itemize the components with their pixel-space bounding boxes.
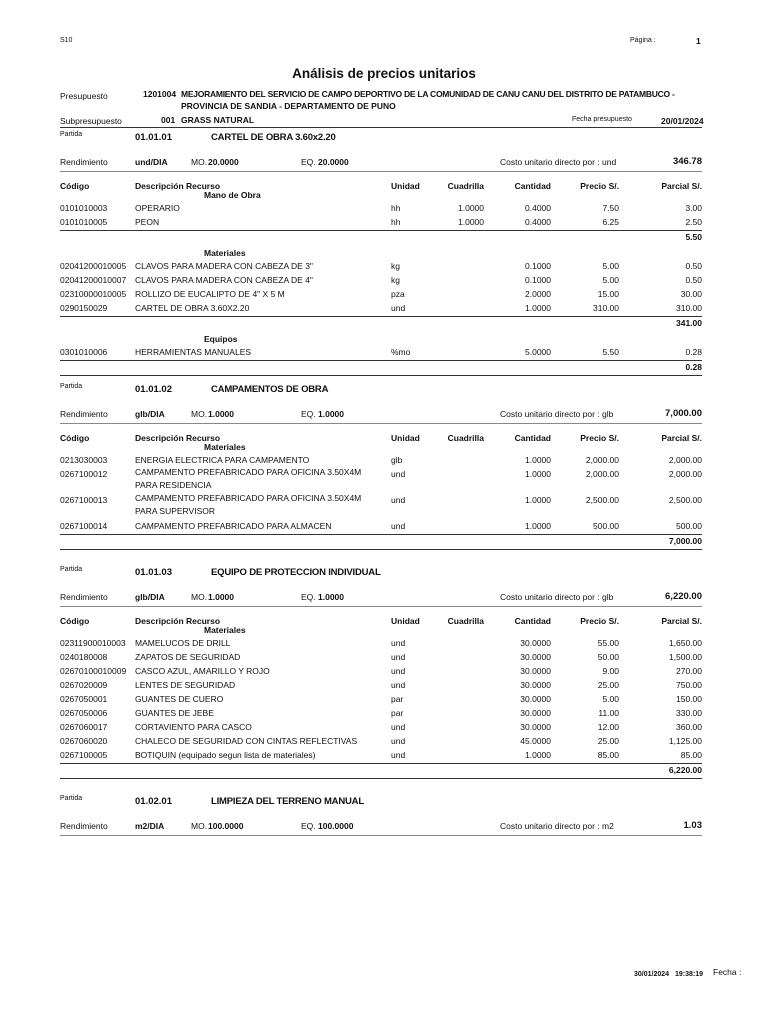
footer-time: 19:38:19 — [675, 971, 704, 978]
row-cantidad: 30.0000 — [520, 694, 551, 704]
rendimiento-divider — [60, 423, 702, 424]
row-parcial: 330.00 — [676, 708, 702, 718]
row-cantidad: 30.0000 — [520, 722, 551, 732]
fecha-presupuesto-label: Fecha presupuesto — [572, 116, 632, 123]
row-descripcion: CARTEL DE OBRA 3.60X2.20 — [135, 303, 250, 313]
rendimiento-label: Rendimiento — [60, 821, 108, 831]
row-descripcion: CASCO AZUL, AMARILLO Y ROJO — [135, 666, 270, 676]
group-subtotal: 5.50 — [685, 232, 702, 242]
eq-label: EQ. — [301, 821, 316, 831]
partida-label: Partida — [60, 566, 83, 573]
row-codigo: 02041200010005 — [60, 261, 127, 271]
partida-label: Partida — [60, 131, 83, 138]
row-descripcion: GUANTES DE CUERO — [135, 694, 224, 704]
col-cantidad: Cantidad — [514, 181, 551, 191]
row-codigo: 0267060020 — [60, 736, 108, 746]
row-codigo: 0213030003 — [60, 455, 108, 465]
row-precio: 500.00 — [593, 521, 619, 531]
col-cuadrilla: Cuadrilla — [447, 181, 484, 191]
row-unidad: und — [391, 736, 406, 746]
row-unidad: kg — [391, 261, 400, 271]
row-unidad: und — [391, 652, 406, 662]
costo-label: Costo unitario directo por : glb — [500, 592, 614, 602]
row-parcial: 270.00 — [676, 666, 702, 676]
rendimiento-unit: glb/DIA — [135, 409, 165, 419]
row-descripcion: CAMPAMENTO PREFABRICADO PARA ALMACEN — [135, 521, 332, 531]
group-subtotal: 0.28 — [685, 362, 702, 372]
row-cantidad: 2.0000 — [525, 289, 551, 299]
section-divider — [60, 549, 702, 550]
row-descripcion: CAMPAMENTO PREFABRICADO PARA OFICINA 3.50X4M PARA SUPERVISOR — [135, 493, 362, 516]
row-descripcion: GUANTES DE JEBE — [135, 708, 214, 718]
footer-fecha-label: Fecha : — [713, 967, 742, 977]
mo-value: 100.0000 — [208, 821, 244, 831]
row-unidad: hh — [391, 217, 401, 227]
row-codigo: 02670100010009 — [60, 666, 127, 676]
partida-name: CAMPAMENTOS DE OBRA — [211, 384, 329, 395]
row-precio: 2,000.00 — [585, 469, 619, 479]
col-unidad: Unidad — [391, 616, 420, 626]
row-cantidad: 0.1000 — [525, 261, 551, 271]
row-unidad: und — [391, 521, 406, 531]
row-codigo: 02311900010003 — [60, 638, 126, 648]
row-parcial: 150.00 — [676, 694, 702, 704]
group-subtotal: 341.00 — [676, 318, 702, 328]
row-descripcion: LENTES DE SEGURIDAD — [135, 680, 236, 690]
row-descripcion: CHALECO DE SEGURIDAD CON CINTAS REFLECTIVAS — [135, 736, 358, 746]
row-unidad: hh — [391, 203, 401, 213]
row-descripcion: PEON — [135, 217, 160, 227]
footer-date: 30/01/2024 — [634, 971, 670, 978]
row-unidad: %mo — [391, 347, 411, 357]
row-unidad: und — [391, 666, 406, 676]
mo-value: 1.0000 — [208, 592, 234, 602]
row-parcial: 0.50 — [685, 261, 702, 271]
partida-name: LIMPIEZA DEL TERRENO MANUAL — [211, 796, 364, 807]
mo-label: MO. — [191, 592, 208, 602]
mo-value: 1.0000 — [208, 409, 234, 419]
group-name: Materiales — [204, 248, 246, 258]
row-parcial: 2,500.00 — [668, 495, 702, 505]
partida-code: 01.01.03 — [135, 567, 172, 578]
row-descripcion: HERRAMIENTAS MANUALES — [135, 347, 252, 357]
row-codigo: 0267100013 — [60, 495, 108, 505]
row-unidad: und — [391, 680, 406, 690]
report-code: S10 — [60, 37, 73, 44]
col-unidad: Unidad — [391, 181, 420, 191]
row-precio: 7.50 — [602, 203, 619, 213]
row-cantidad: 1.0000 — [525, 469, 551, 479]
row-parcial: 3.00 — [685, 203, 702, 213]
costo-label: Costo unitario directo por : glb — [500, 409, 614, 419]
rendimiento-label: Rendimiento — [60, 592, 108, 602]
costo-value: 6,220.00 — [665, 591, 702, 602]
mo-label: MO. — [191, 821, 208, 831]
row-codigo: 0290150029 — [60, 303, 108, 313]
row-codigo: 0301010006 — [60, 347, 108, 357]
rendimiento-divider — [60, 171, 702, 172]
row-codigo: 0240180008 — [60, 652, 108, 662]
row-cantidad: 1.0000 — [525, 495, 551, 505]
header-divider — [60, 127, 702, 128]
eq-value: 1.0000 — [318, 592, 344, 602]
rendimiento-label: Rendimiento — [60, 409, 108, 419]
row-cantidad: 30.0000 — [520, 652, 551, 662]
row-unidad: und — [391, 638, 406, 648]
fecha-presupuesto: 20/01/2024 — [661, 116, 704, 126]
col-parcial: Parcial S/. — [661, 616, 702, 626]
partida-code: 01.01.02 — [135, 384, 172, 395]
row-parcial: 30.00 — [680, 289, 702, 299]
col-cuadrilla: Cuadrilla — [447, 433, 484, 443]
col-unidad: Unidad — [391, 433, 420, 443]
eq-label: EQ. — [301, 592, 316, 602]
row-parcial: 0.50 — [685, 275, 702, 285]
partida-label: Partida — [60, 383, 83, 390]
row-parcial: 1,125.00 — [668, 736, 702, 746]
row-cuadrilla: 1.0000 — [458, 203, 484, 213]
row-cantidad: 0.4000 — [525, 217, 551, 227]
row-descripcion: OPERARIO — [135, 203, 180, 213]
row-cantidad: 5.0000 — [525, 347, 551, 357]
row-precio: 25.00 — [597, 736, 619, 746]
row-parcial: 310.00 — [676, 303, 702, 313]
eq-value: 20.0000 — [318, 157, 349, 167]
row-unidad: pza — [391, 289, 405, 299]
rendimiento-divider — [60, 606, 702, 607]
row-unidad: und — [391, 303, 406, 313]
subtotal-divider — [60, 763, 702, 764]
row-precio: 5.00 — [602, 694, 619, 704]
row-unidad: glb — [391, 455, 403, 465]
row-cantidad: 1.0000 — [525, 521, 551, 531]
eq-value: 1.0000 — [318, 409, 344, 419]
row-codigo: 0101010003 — [60, 203, 108, 213]
eq-label: EQ. — [301, 409, 316, 419]
row-precio: 2,500.00 — [585, 495, 619, 505]
row-parcial: 85.00 — [680, 750, 702, 760]
presupuesto-code: 1201004 — [143, 89, 177, 99]
row-precio: 55.00 — [597, 638, 619, 648]
mo-label: MO. — [191, 409, 208, 419]
rendimiento-unit: und/DIA — [135, 157, 168, 167]
row-precio: 6.25 — [602, 217, 619, 227]
row-codigo: 0267050006 — [60, 708, 108, 718]
row-unidad: kg — [391, 275, 400, 285]
row-precio: 5.50 — [602, 347, 619, 357]
row-codigo: 0267060017 — [60, 722, 108, 732]
row-codigo: 02310000010005 — [60, 289, 127, 299]
row-unidad: par — [391, 708, 404, 718]
section-divider — [60, 778, 702, 779]
row-precio: 9.00 — [602, 666, 619, 676]
row-cantidad: 30.0000 — [520, 680, 551, 690]
col-descripcion: Descripción Recurso — [135, 433, 221, 443]
row-cuadrilla: 1.0000 — [458, 217, 484, 227]
group-subtotal: 6,220.00 — [668, 765, 702, 775]
col-precio: Precio S/. — [580, 181, 619, 191]
col-descripcion: Descripción Recurso — [135, 181, 221, 191]
row-precio: 2,000.00 — [585, 455, 619, 465]
col-codigo: Código — [60, 433, 90, 443]
col-descripcion: Descripción Recurso — [135, 616, 221, 626]
row-precio: 25.00 — [597, 680, 619, 690]
row-precio: 12.00 — [597, 722, 619, 732]
row-descripcion: CLAVOS PARA MADERA CON CABEZA DE 4" — [135, 275, 313, 285]
row-precio: 50.00 — [597, 652, 619, 662]
subtotal-divider — [60, 316, 702, 317]
row-precio: 5.00 — [602, 275, 619, 285]
col-parcial: Parcial S/. — [661, 433, 702, 443]
row-cantidad: 1.0000 — [525, 455, 551, 465]
col-precio: Precio S/. — [580, 433, 619, 443]
row-descripcion: MAMELUCOS DE DRILL — [135, 638, 231, 648]
col-cantidad: Cantidad — [514, 616, 551, 626]
partida-name: CARTEL DE OBRA 3.60x2.20 — [211, 132, 336, 143]
row-cantidad: 30.0000 — [520, 638, 551, 648]
rendimiento-unit: m2/DIA — [135, 821, 165, 831]
row-precio: 11.00 — [598, 708, 619, 718]
group-subtotal: 7,000.00 — [668, 536, 702, 546]
row-cantidad: 0.1000 — [525, 275, 551, 285]
row-cantidad: 30.0000 — [520, 666, 551, 676]
partida-code: 01.02.01 — [135, 796, 172, 807]
row-unidad: par — [391, 694, 404, 704]
mo-label: MO. — [191, 157, 208, 167]
row-parcial: 500.00 — [676, 521, 702, 531]
row-cantidad: 0.4000 — [525, 203, 551, 213]
col-precio: Precio S/. — [580, 616, 619, 626]
subpresupuesto-label: Subpresupuesto — [60, 116, 122, 126]
costo-label: Costo unitario directo por : m2 — [500, 821, 614, 831]
row-parcial: 2,000.00 — [668, 455, 702, 465]
row-unidad: und — [391, 495, 406, 505]
subtotal-divider — [60, 534, 702, 535]
row-precio: 310.00 — [593, 303, 619, 313]
col-codigo: Código — [60, 181, 90, 191]
costo-value: 1.03 — [683, 820, 702, 831]
col-cantidad: Cantidad — [514, 433, 551, 443]
eq-label: EQ. — [301, 157, 316, 167]
row-codigo: 02041200010007 — [60, 275, 127, 285]
section-divider — [60, 375, 702, 376]
partida-name: EQUIPO DE PROTECCION INDIVIDUAL — [211, 567, 381, 578]
page-number: 1 — [696, 36, 701, 46]
row-codigo: 0267100014 — [60, 521, 108, 531]
mo-value: 20.0000 — [208, 157, 239, 167]
presupuesto-desc-line2: PROVINCIA DE SANDIA - DEPARTAMENTO DE PUNO — [181, 101, 396, 111]
presupuesto-desc-line1: MEJORAMIENTO DEL SERVICIO DE CAMPO DEPORTIVO DE LA COMUNIDAD DE CANU CANU DEL DISTRITO DE PATAMBUCO - — [181, 89, 675, 99]
row-precio: 85.00 — [597, 750, 619, 760]
col-cuadrilla: Cuadrilla — [447, 616, 484, 626]
row-codigo: 0267100005 — [60, 750, 108, 760]
subtotal-divider — [60, 230, 702, 231]
row-codigo: 0267020009 — [60, 680, 108, 690]
row-cantidad: 30.0000 — [520, 708, 551, 718]
partida-label: Partida — [60, 795, 83, 802]
row-codigo: 0267100012 — [60, 469, 108, 479]
rendimiento-divider — [60, 835, 702, 836]
row-cantidad: 1.0000 — [525, 303, 551, 313]
row-parcial: 1,500.00 — [668, 652, 702, 662]
costo-value: 7,000.00 — [665, 408, 702, 419]
row-descripcion: CORTAVIENTO PARA CASCO — [135, 722, 252, 732]
rendimiento-label: Rendimiento — [60, 157, 108, 167]
group-name: Mano de Obra — [204, 190, 261, 200]
costo-value: 346.78 — [672, 156, 702, 167]
subpresupuesto-code: 001 — [161, 115, 176, 125]
page-title: Análisis de precios unitarios — [292, 66, 476, 81]
row-descripcion: ZAPATOS DE SEGURIDAD — [135, 652, 241, 662]
row-unidad: und — [391, 722, 406, 732]
row-unidad: und — [391, 750, 406, 760]
row-parcial: 750.00 — [676, 680, 702, 690]
row-precio: 15.00 — [597, 289, 619, 299]
row-descripcion: CLAVOS PARA MADERA CON CABEZA DE 3" — [135, 261, 313, 271]
page-label: Página : — [630, 37, 656, 44]
row-codigo: 0267050001 — [60, 694, 108, 704]
row-descripcion: CAMPAMENTO PREFABRICADO PARA OFICINA 3.50X4M PARA RESIDENCIA — [135, 467, 362, 490]
row-parcial: 2,000.00 — [668, 469, 702, 479]
col-codigo: Código — [60, 616, 90, 626]
row-codigo: 0101010005 — [60, 217, 108, 227]
partida-code: 01.01.01 — [135, 132, 172, 143]
subtotal-divider — [60, 360, 702, 361]
group-name: Equipos — [204, 334, 238, 344]
row-parcial: 360.00 — [676, 722, 702, 732]
subpresupuesto-desc: GRASS NATURAL — [181, 115, 255, 125]
eq-value: 100.0000 — [318, 821, 354, 831]
row-descripcion: BOTIQUIN (equipado segun lista de materiales) — [135, 750, 316, 760]
row-precio: 5.00 — [602, 261, 619, 271]
col-parcial: Parcial S/. — [661, 181, 702, 191]
row-descripcion: ENERGIA ELECTRICA PARA CAMPAMENTO — [135, 455, 310, 465]
group-name: Materiales — [204, 442, 246, 452]
row-parcial: 2.50 — [685, 217, 702, 227]
rendimiento-unit: glb/DIA — [135, 592, 165, 602]
row-parcial: 1,650.00 — [668, 638, 702, 648]
row-parcial: 0.28 — [685, 347, 702, 357]
presupuesto-label: Presupuesto — [60, 91, 108, 101]
costo-label: Costo unitario directo por : und — [500, 157, 617, 167]
row-unidad: und — [391, 469, 406, 479]
row-cantidad: 1.0000 — [525, 750, 551, 760]
row-cantidad: 45.0000 — [520, 736, 551, 746]
group-name: Materiales — [204, 625, 246, 635]
row-descripcion: ROLLIZO DE EUCALIPTO DE 4" X 5 M — [135, 289, 285, 299]
